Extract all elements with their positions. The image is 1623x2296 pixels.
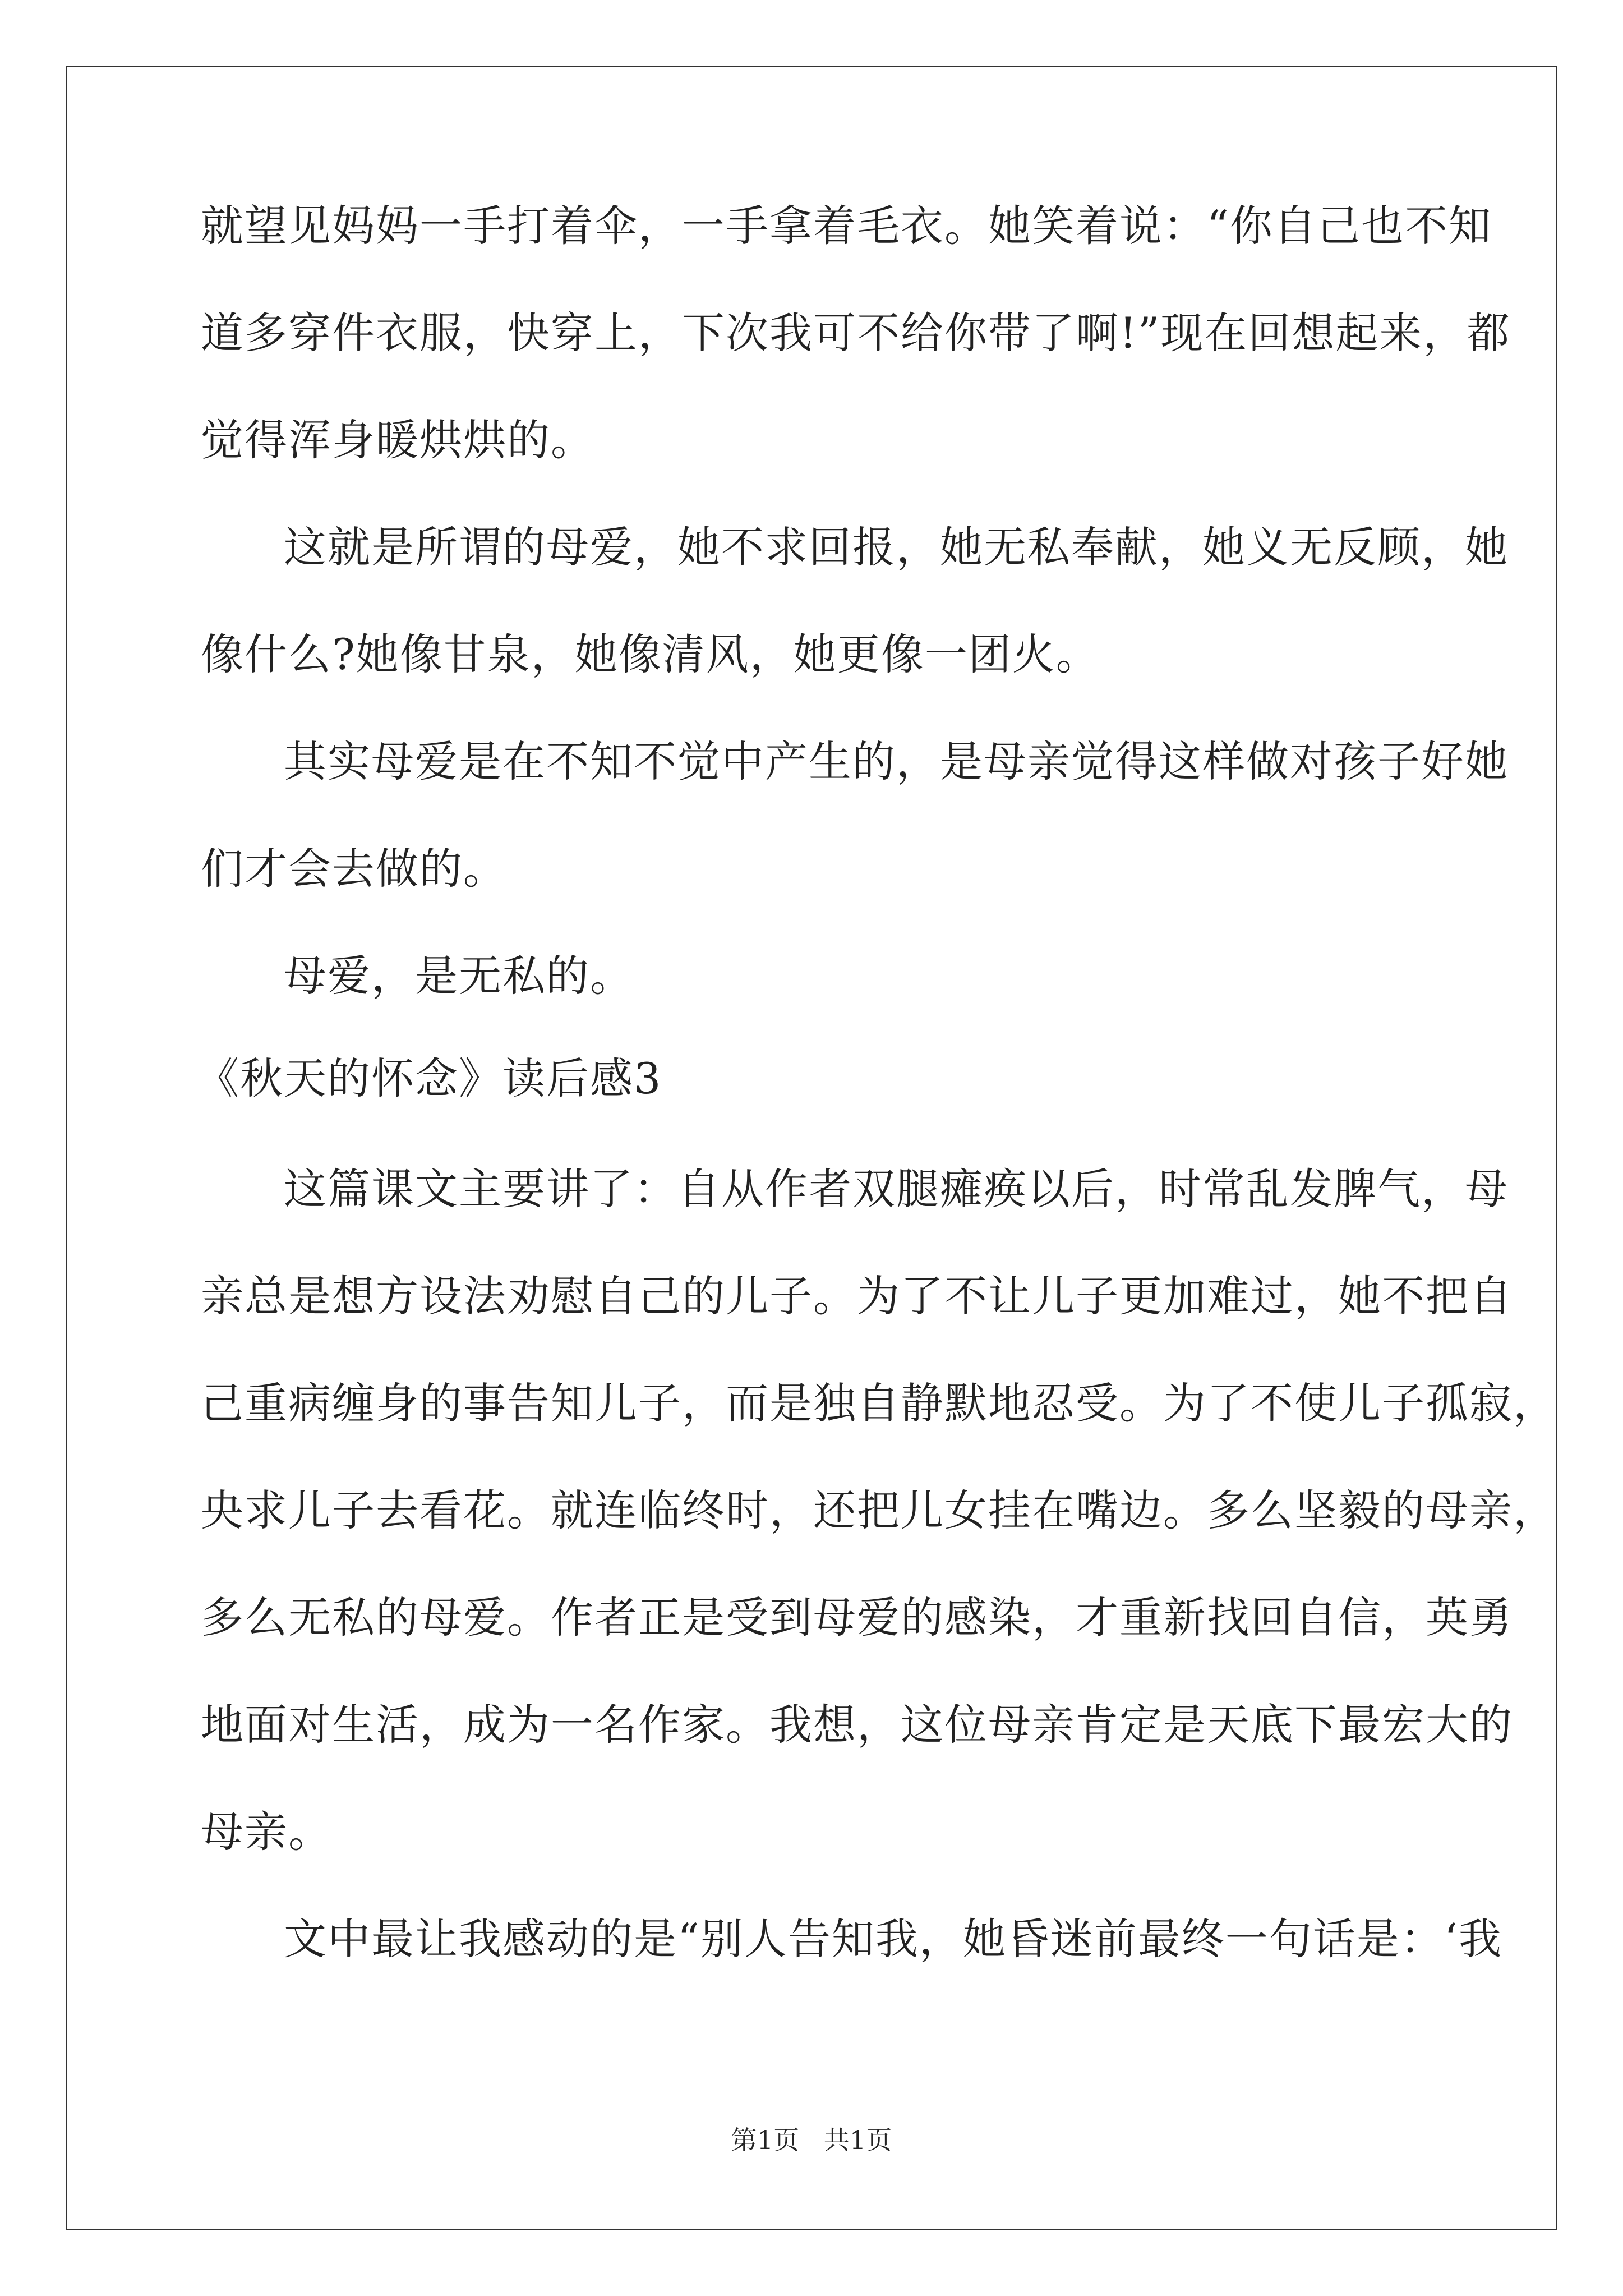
text-line: 央求儿子去看花。就连临终时，还把儿女挂在嘴边。多么坚毅的母亲，	[201, 1485, 1557, 1535]
text-line: 这篇课文主要讲了：自从作者双腿瘫痪以后，时常乱发脾气，母	[284, 1164, 1509, 1214]
section-heading: 《秋天的怀念》读后感3	[196, 1053, 662, 1103]
page-number: 第1页 共1页	[731, 2125, 892, 2155]
text-line: 其实母爱是在不知不觉中产生的，是母亲觉得这样做对孩子好她	[284, 737, 1509, 786]
page-border	[66, 66, 1557, 2230]
text-line: 这就是所谓的母爱，她不求回报，她无私奉献，她义无反顾，她	[284, 522, 1509, 572]
text-line: 像什么?她像甘泉，她像清风，她更像一团火。	[201, 629, 1100, 679]
text-line: 文中最让我感动的是“别人告知我，她昏迷前最终一句话是：‘我	[284, 1914, 1503, 1964]
text-line: 亲总是想方设法劝慰自己的儿子。为了不让儿子更加难过，她不把自	[201, 1271, 1513, 1321]
text-line: 母亲。	[201, 1807, 332, 1857]
text-line: 就望见妈妈一手打着伞，一手拿着毛衣。她笑着说：“你自己也不知	[201, 201, 1492, 251]
text-line: 己重病缠身的事告知儿子，而是独自静默地忍受。为了不使儿子孤寂，	[201, 1378, 1557, 1428]
text-line: 母爱，是无私的。	[284, 951, 634, 1001]
text-line: 地面对生活，成为一名作家。我想，这位母亲肯定是天底下最宏大的	[201, 1700, 1513, 1750]
text-line: 多么无私的母爱。作者正是受到母爱的感染，才重新找回自信，英勇	[201, 1593, 1513, 1642]
text-line: 道多穿件衣服，快穿上，下次我可不给你带了啊!”现在回想起来，都	[201, 308, 1511, 358]
text-line: 觉得浑身暖烘烘的。	[201, 415, 594, 465]
text-line: 们才会去做的。	[201, 844, 507, 894]
